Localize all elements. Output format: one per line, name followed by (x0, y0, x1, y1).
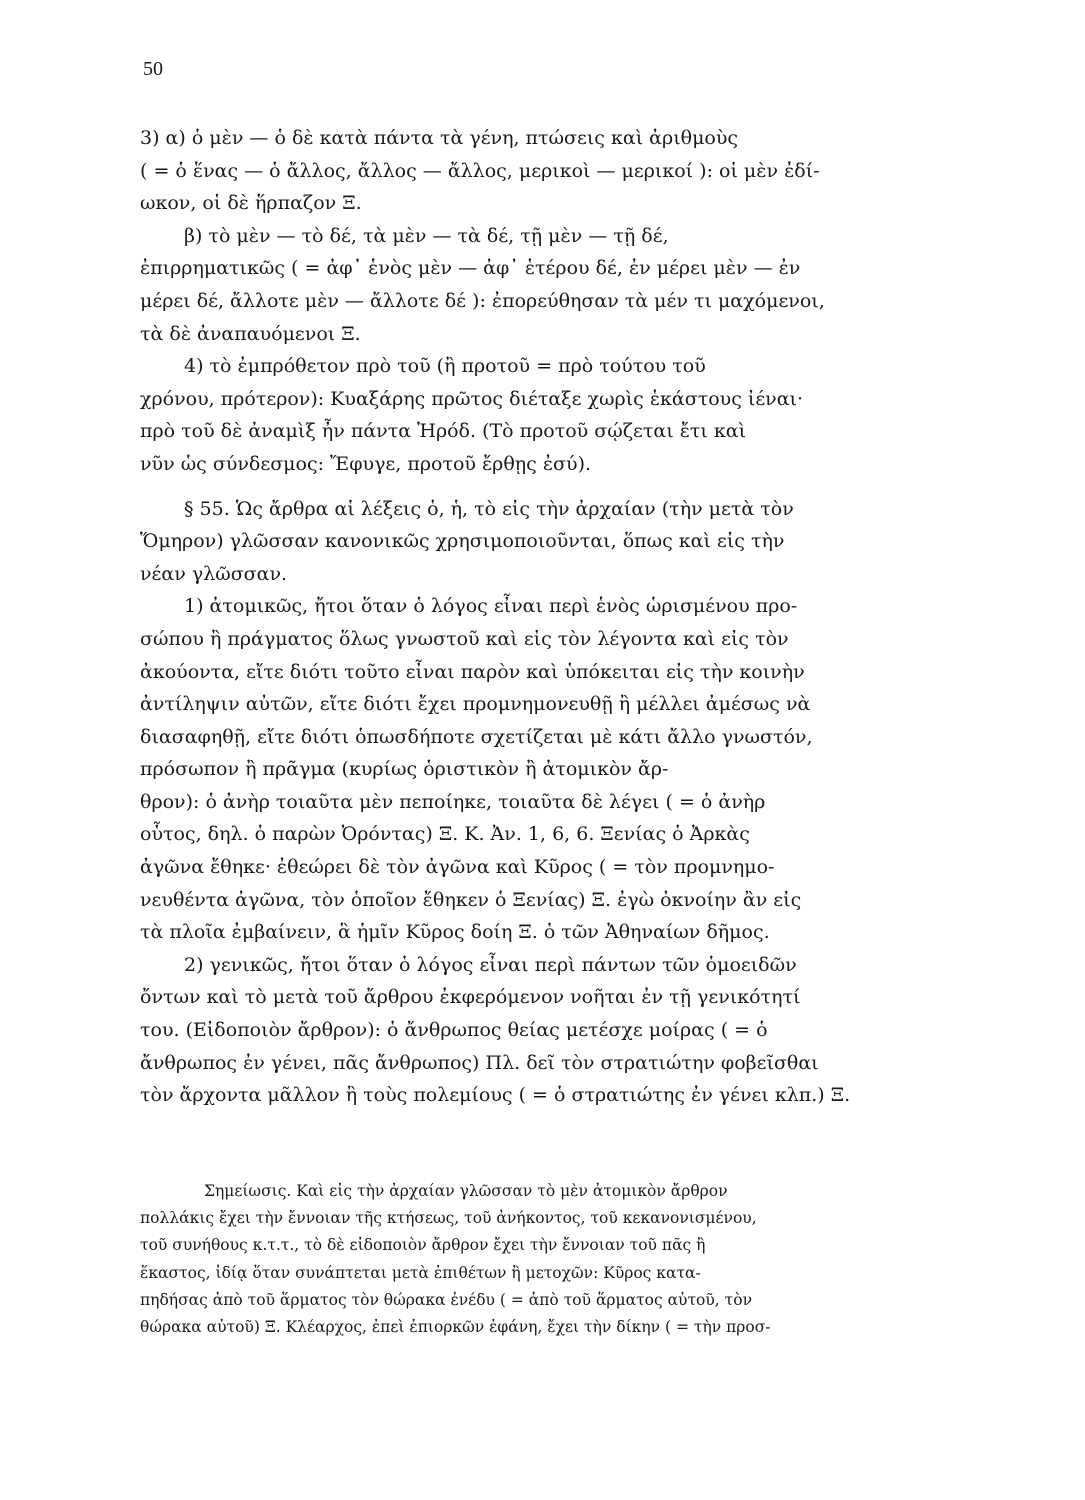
text-line: 4) τὸ ἐμπρόθετον πρὸ τοῦ (ἢ προτοῦ = πρὸ τούτου τοῦ (184, 355, 706, 378)
text-line: διασαφηθῇ, εἴτε διότι ὁπωσδήποτε σχετίζεται μὲ κάτι ἄλλο γνωστόν, (140, 725, 813, 748)
text-line: ἀντίληψιν αὐτῶν, εἴτε διότι ἔχει προμνημονευθῇ ἢ μέλλει ἀμέσως νὰ (140, 693, 811, 716)
note-line: ἕκαστος, ἰδίᾳ ὅταν συνάπτεται μετὰ ἐπιθέτων ἢ μετοχῶν: Κῦρος κατα- (140, 1263, 701, 1282)
text-line: τὸν ἄρχοντα μᾶλλον ἢ τοὺς πολεμίους ( = ὁ στρατιώτης ἐν γένει κλπ.) Ξ. (140, 1084, 851, 1107)
text-line: πρὸ τοῦ δὲ ἀναμὶξ ἦν πάντα Ἡρόδ. (Τὸ προτοῦ σῴζεται ἔτι καὶ (140, 420, 747, 443)
text-line: τὰ πλοῖα ἐμβαίνειν, ἃ ἡμῖν Κῦρος δοίη Ξ. ὁ τῶν Ἀθηναίων δῆμος. (140, 921, 770, 944)
note-line: τοῦ συνήθους κ.τ.τ., τὸ δὲ εἰδοποιὸν ἄρθρον ἔχει τὴν ἔννοιαν τοῦ πᾶς ἢ (140, 1236, 706, 1255)
text-line: του. (Εἰδοποιὸν ἄρθρον): ὁ ἄνθρωπος θείας μετέσχε μοίρας ( = ὁ (140, 1019, 768, 1042)
text-line: νευθέντα ἀγῶνα, τὸν ὁποῖον ἔθηκεν ὁ Ξενίας) Ξ. ἐγὼ ὀκνοίην ἂν εἰς (140, 888, 802, 911)
text-line: β) τὸ μὲν — τὸ δέ, τὰ μὲν — τὰ δέ, τῇ μὲν — τῇ δέ, (184, 224, 669, 247)
note-line: Σημείωσις. Καὶ εἰς τὴν ἀρχαίαν γλῶσσαν τὸ μὲν ἀτομικὸν ἄρθρον (204, 1182, 728, 1200)
text-line: ἄνθρωπος ἐν γένει, πᾶς ἄνθρωπος) Πλ. δεῖ τὸν στρατιώτην φοβεῖσθαι (140, 1051, 819, 1074)
text-line: ( = ὁ ἕνας — ὁ ἄλλος, ἄλλος — ἄλλος, μερικοὶ — μερικοί ): οἱ μὲν ἐδί- (140, 159, 820, 182)
note-line: πολλάκις ἔχει τὴν ἔννοιαν τῆς κτήσεως, τοῦ ἀνήκοντος, τοῦ κεκανονισμένου, (140, 1209, 757, 1228)
text-line: νέαν γλῶσσαν. (140, 562, 288, 585)
text-line: ωκον, οἱ δὲ ἥρπαζον Ξ. (140, 192, 362, 215)
text-line: οὗτος, δηλ. ὁ παρὼν Ὀρόντας) Ξ. Κ. Ἀν. 1, 6, 6. Ξενίας ὁ Ἀρκὰς (140, 823, 750, 846)
text-line: τὰ δὲ ἀναπαυόμενοι Ξ. (140, 322, 361, 345)
note-line: πηδήσας ἀπὸ τοῦ ἅρματος τὸν θώρακα ἐνέδυ ( = ἀπὸ τοῦ ἅρματος αὐτοῦ, τὸν (140, 1290, 752, 1309)
text-line: σώπου ἢ πράγματος ὅλως γνωστοῦ καὶ εἰς τὸν λέγοντα καὶ εἰς τὸν (140, 627, 789, 650)
text-line: 2) γενικῶς, ἤτοι ὅταν ὁ λόγος εἶναι περὶ πάντων τῶν ὁμοειδῶν (184, 953, 797, 976)
page-number: 50 (143, 58, 163, 80)
text-line: χρόνου, πρότερον): Κυαξάρης πρῶτος διέταξε χωρὶς ἑκάστους ἰέναι· (140, 387, 804, 410)
text-line: Ὅμηρον) γλῶσσαν κανονικῶς χρησιμοποιοῦνται, ὅπως καὶ εἰς τὴν (140, 530, 785, 553)
text-line: πρόσωπον ἢ πρᾶγμα (κυρίως ὁριστικὸν ἢ ἀτομικὸν ἄρ- (140, 758, 669, 781)
note-line: θώρακα αὐτοῦ) Ξ. Κλέαρχος, ἐπεὶ ἐπιορκῶν ἐφάνη, ἔχει τὴν δίκην ( = τὴν προσ- (140, 1317, 771, 1336)
text-line: ὄντων καὶ τὸ μετὰ τοῦ ἄρθρου ἐκφερόμενον νοῆται ἐν τῇ γενικότητί (140, 986, 801, 1009)
text-line: μέρει δέ, ἄλλοτε μὲν — ἄλλοτε δέ ): ἐπορεύθησαν τὰ μέν τι μαχόμενοι, (140, 289, 825, 312)
text-line: θρον): ὁ ἀνὴρ τοιαῦτα μὲν πεποίηκε, τοιαῦτα δὲ λέγει ( = ὁ ἀνὴρ (140, 790, 766, 813)
text-line: ἀκούοντα, εἴτε διότι τοῦτο εἶναι παρὸν καὶ ὑπόκειται εἰς τὴν κοινὴν (140, 660, 805, 683)
text-line: ἀγῶνα ἔθηκε· ἐθεώρει δὲ τὸν ἀγῶνα καὶ Κῦρος ( = τὸν προμνημο- (140, 856, 775, 879)
note-block (140, 1178, 960, 1341)
text-line: νῦν ὡς σύνδεσμος: Ἔφυγε, προτοῦ ἔρθῃς ἐσύ). (140, 452, 592, 475)
text-line: 1) ἀτομικῶς, ἤτοι ὅταν ὁ λόγος εἶναι περὶ ἑνὸς ὡρισμένου προ- (184, 595, 798, 618)
text-line: 3) α) ὁ μὲν — ὁ δὲ κατὰ πάντα τὰ γένη, πτώσεις καὶ ἀριθμοὺς (140, 127, 739, 149)
main-text (140, 122, 960, 1112)
section-heading-line: § 55. Ὡς ἄρθρα αἱ λέξεις ὁ, ἡ, τὸ εἰς τὴν ἀρχαίαν (τὴν μετὰ τὸν (184, 497, 794, 520)
text-line: ἐπιρρηματικῶς ( = ἀφ᾽ ἑνὸς μὲν — ἀφ᾽ ἑτέρου δέ, ἐν μέρει μὲν — ἐν (140, 257, 801, 280)
